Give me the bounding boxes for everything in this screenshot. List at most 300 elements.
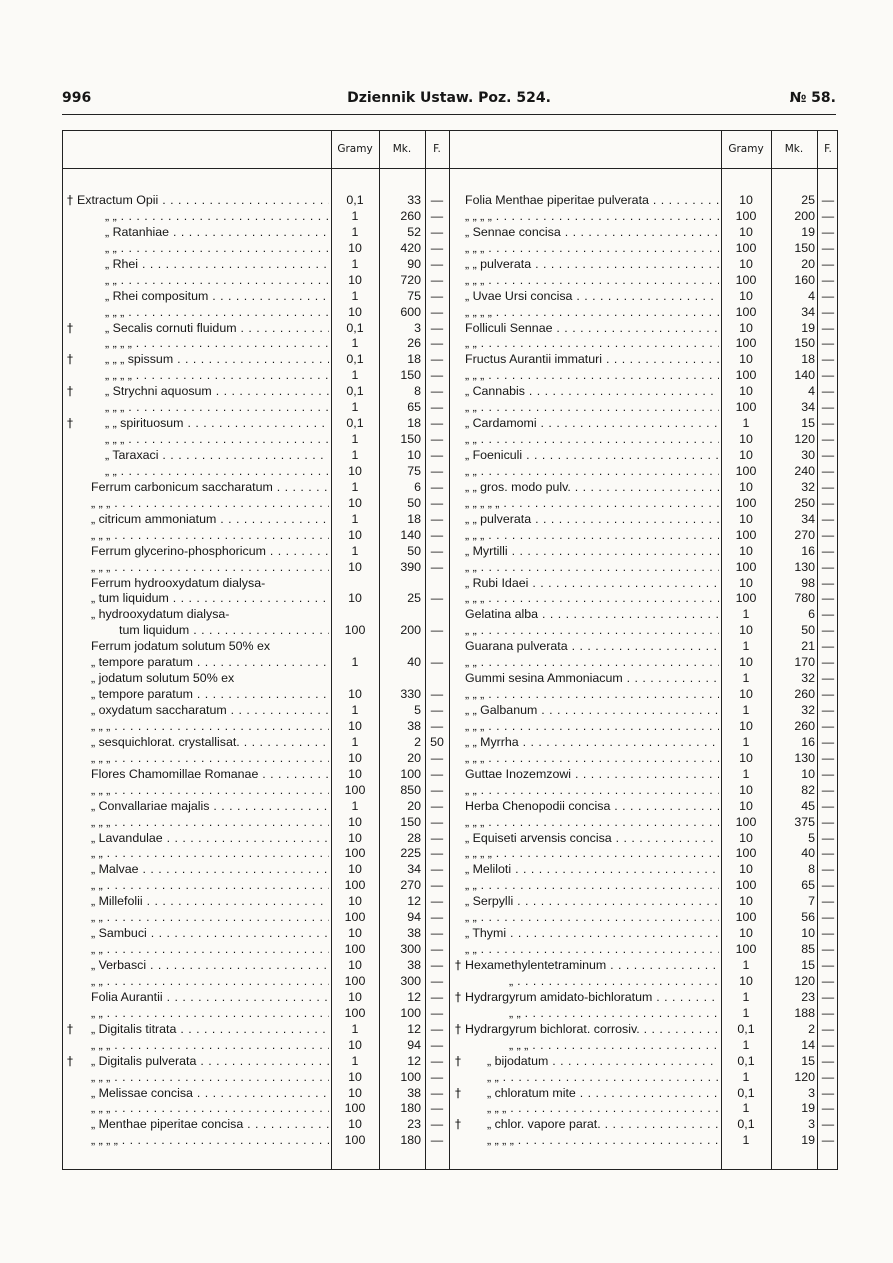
mk-cell: 780 (794, 591, 815, 606)
item-name: „ Sambuci . . . (91, 926, 329, 942)
gramy-cell: 1 (351, 256, 359, 271)
gramy-cell: 10 (348, 750, 362, 765)
item-name: „ „ „ . . . (465, 528, 719, 544)
gramy-cell: 10 (739, 798, 753, 813)
gramy-cell: 1 (742, 958, 750, 972)
f-cell: — (430, 591, 444, 606)
f-cell: — (821, 607, 835, 622)
gramy-cell: 1 (742, 639, 750, 654)
f-cell: — (430, 989, 444, 1004)
mk-cell: 82 (801, 782, 815, 797)
dagger-mark: † (455, 1085, 461, 1100)
gramy-cell: 100 (735, 591, 757, 606)
table-row (63, 512, 837, 528)
item-name: „ oxydatum saccharatum . . . (91, 703, 329, 719)
gramy-cell: 10 (348, 894, 362, 909)
gramy-cell: 10 (739, 288, 753, 303)
table-row (63, 193, 837, 209)
mk-cell: 600 (400, 304, 421, 319)
item-name: „ „ . . . (509, 1006, 719, 1022)
mk-cell: 25 (407, 591, 421, 606)
item-name: „ „ . . . (465, 400, 719, 416)
right-column-body (63, 193, 837, 1149)
table-row (63, 703, 837, 719)
table-row (63, 368, 837, 384)
mk-cell: 100 (400, 766, 421, 781)
gramy-cell: 0,1 (737, 1085, 755, 1100)
table-row (63, 815, 837, 831)
mk-cell: 120 (794, 973, 815, 988)
item-name: „ Serpylli . . . (465, 894, 719, 910)
item-name: „ „ „ . . . (105, 305, 329, 321)
f-cell: — (430, 1085, 444, 1100)
item-name: „ „ „ „ . . . (465, 846, 719, 862)
table-row (63, 799, 837, 815)
item-name: „ „ . . . (91, 942, 329, 958)
table-row (63, 289, 837, 305)
gramy-cell: 100 (735, 559, 757, 574)
mk-cell: 33 (407, 193, 421, 207)
f-cell: — (821, 559, 835, 574)
gramy-cell: 1 (742, 1037, 750, 1052)
item-name: „ „ „ . . . (91, 528, 329, 544)
f-cell: — (430, 463, 444, 478)
item-name: Extractum Opii . . . (77, 193, 329, 209)
item-name: „ Strychni aquosum . . . (105, 384, 329, 400)
gramy-cell: 10 (739, 830, 753, 845)
table-row (63, 209, 837, 225)
gramy-cell: 10 (739, 782, 753, 797)
table-row (63, 448, 837, 464)
f-cell: — (430, 846, 444, 861)
mk-cell: 32 (801, 671, 815, 686)
gramy-cell: 1 (351, 798, 359, 813)
f-cell: — (821, 384, 835, 399)
mk-cell: 6 (808, 607, 815, 622)
f-cell: — (430, 368, 444, 383)
f-cell: — (430, 766, 444, 781)
gramy-cell: 10 (348, 527, 362, 542)
f-cell: — (430, 1117, 444, 1132)
table-row (63, 910, 837, 926)
gramy-cell: 100 (735, 942, 757, 957)
item-name: „ Rubi Idaei . . . (465, 576, 719, 592)
f-cell: — (430, 1005, 444, 1020)
item-name: „ tempore paratum . . . (91, 687, 329, 703)
mk-cell: 15 (801, 416, 815, 431)
item-name: Hydrargyrum bichlorat. corrosiv. . . . (465, 1022, 719, 1038)
gramy-cell: 100 (735, 304, 757, 319)
gramy-cell: 10 (348, 687, 362, 702)
gramy-cell: 1 (742, 416, 750, 431)
mk-cell: 140 (794, 368, 815, 383)
gramy-cell: 1 (351, 1021, 359, 1036)
gramy-cell: 10 (348, 989, 362, 1004)
mk-cell: 225 (400, 846, 421, 861)
f-cell: — (430, 862, 444, 877)
gramy-cell: 1 (351, 400, 359, 415)
table-row (63, 671, 837, 687)
gramy-cell: 1 (351, 1053, 359, 1068)
table-row (63, 352, 837, 368)
f-cell: — (821, 288, 835, 303)
item-name: Ferrum carbonicum saccharatum . . . (91, 480, 329, 496)
item-name: Folia Menthae piperitae pulverata . . . (465, 193, 719, 209)
left-mk-header: Mk. (392, 143, 412, 155)
mk-cell: 40 (801, 846, 815, 861)
gramy-cell: 1 (351, 208, 359, 223)
gramy-cell: 10 (739, 750, 753, 765)
item-name: „ Equiseti arvensis concisa . . . (465, 831, 719, 847)
gramy-cell: 10 (739, 224, 753, 239)
item-name: „ Taraxaci . . . (105, 448, 329, 464)
item-name: „ Convallariae majalis . . . (91, 799, 329, 815)
table-row (63, 1086, 837, 1102)
f-cell: — (430, 782, 444, 797)
item-name: „ Millefolii . . . (91, 894, 329, 910)
gramy-cell: 100 (344, 973, 366, 988)
f-cell: — (430, 416, 444, 431)
table-row (63, 432, 837, 448)
mk-cell: 330 (400, 687, 421, 702)
right-gramy-header: Gramy (728, 143, 764, 155)
gramy-cell: 1 (351, 703, 359, 717)
f-cell: — (821, 910, 835, 925)
mk-cell: 260 (794, 687, 815, 702)
table-row (63, 305, 837, 321)
f-cell: — (821, 256, 835, 271)
item-name: „ Digitalis pulverata . . . (91, 1054, 329, 1070)
item-name: „ „ „ . . . (509, 1038, 719, 1054)
mk-cell: 25 (801, 193, 815, 207)
gramy-cell: 100 (735, 208, 757, 223)
f-cell: — (821, 973, 835, 988)
item-name: Ferrum glycerino-phosphoricum . . . (91, 544, 329, 560)
table-row (63, 639, 837, 655)
gramy-cell: 10 (739, 862, 753, 877)
mk-cell: 94 (407, 910, 421, 925)
table-row (63, 591, 837, 607)
gramy-cell: 10 (739, 894, 753, 909)
mk-cell: 120 (794, 432, 815, 447)
f-cell: — (821, 1069, 835, 1084)
gramy-cell: 100 (344, 910, 366, 925)
mk-cell: 260 (794, 718, 815, 733)
gramy-cell: 10 (348, 495, 362, 510)
mk-cell: 300 (400, 942, 421, 957)
f-cell: — (430, 559, 444, 574)
item-name: „ sesquichlorat. crystallisat. . . . (91, 735, 329, 751)
gramy-cell: 10 (348, 272, 362, 287)
mk-cell: 100 (400, 1069, 421, 1084)
left-gramy-header: Gramy (337, 143, 373, 155)
mk-cell: 390 (400, 559, 421, 574)
table-row (63, 846, 837, 862)
gramy-cell: 100 (344, 846, 366, 861)
table-row (63, 1006, 837, 1022)
item-name: „ „ „ . . . (465, 751, 719, 767)
table-row (63, 1070, 837, 1086)
gramy-cell: 1 (351, 734, 359, 749)
gramy-cell: 10 (348, 559, 362, 574)
dagger-mark: † (455, 1053, 461, 1068)
mk-cell: 34 (407, 862, 421, 877)
table-row (63, 1054, 837, 1070)
table-row (63, 783, 837, 799)
item-name: „ „ . . . (105, 241, 329, 257)
gramy-cell: 0,1 (737, 1053, 755, 1068)
item-name: „ „ „ . . . (91, 1038, 329, 1054)
mk-cell: 50 (801, 623, 815, 638)
mk-cell: 50 (407, 543, 421, 558)
gramy-cell: 1 (742, 1101, 750, 1116)
right-f-header: F. (824, 143, 832, 155)
table-row (63, 464, 837, 480)
item-name: „ „ . . . (105, 209, 329, 225)
mk-cell: 150 (400, 432, 421, 447)
gramy-cell: 0,1 (737, 1021, 755, 1036)
item-name: „ „ . . . (465, 336, 719, 352)
mk-cell: 200 (400, 623, 421, 638)
gramy-cell: 10 (348, 926, 362, 941)
item-name: Ferrum jodatum solutum 50% ex (91, 639, 271, 654)
f-cell: — (821, 1101, 835, 1116)
table-row (63, 1117, 837, 1133)
gramy-cell: 1 (351, 368, 359, 383)
f-cell: — (430, 256, 444, 271)
mk-cell: 28 (407, 830, 421, 845)
item-name: „ „ „ „ . . . (105, 368, 329, 384)
f-cell: — (821, 400, 835, 415)
item-name: „ bijodatum . . . (487, 1054, 719, 1070)
mk-cell: 94 (407, 1037, 421, 1052)
item-name: „ „ „ . . . (487, 1101, 719, 1117)
f-cell: — (430, 830, 444, 845)
f-cell: — (430, 1133, 444, 1148)
table-row (63, 336, 837, 352)
gramy-cell: 1 (742, 607, 750, 622)
table-row (63, 1038, 837, 1054)
table-row (63, 687, 837, 703)
mk-cell: 14 (801, 1037, 815, 1052)
mk-cell: 100 (400, 1005, 421, 1020)
item-name: „ „ „ „ . . . (487, 1133, 719, 1149)
mk-cell: 85 (801, 942, 815, 957)
gramy-cell: 1 (742, 1069, 750, 1084)
mk-cell: 150 (794, 240, 815, 255)
f-cell: — (430, 1037, 444, 1052)
f-cell: — (430, 942, 444, 957)
mk-cell: 10 (407, 448, 421, 462)
item-name: „ „ Myrrha . . . (465, 735, 719, 751)
mk-cell: 3 (414, 320, 421, 335)
f-cell: — (821, 1133, 835, 1148)
mk-cell: 4 (808, 384, 815, 399)
gramy-cell: 1 (351, 432, 359, 447)
item-name: „ „ „ . . . (465, 687, 719, 703)
item-name: „ „ . . . (465, 560, 719, 576)
item-name: „ „ „ . . . (465, 719, 719, 735)
gramy-cell: 10 (348, 591, 362, 606)
item-name: „ „ . . . (91, 1006, 329, 1022)
gramy-cell: 100 (344, 1133, 366, 1148)
item-name: „ tum liquidum . . . (91, 591, 329, 607)
table-row (63, 974, 837, 990)
f-cell: — (821, 703, 835, 717)
f-cell: — (821, 208, 835, 223)
mk-cell: 300 (400, 973, 421, 988)
mk-cell: 19 (801, 224, 815, 239)
gramy-cell: 10 (739, 448, 753, 462)
mk-cell: 38 (407, 926, 421, 941)
page-number: 996 (62, 90, 92, 106)
item-name: „ Melissae concisa . . . (91, 1086, 329, 1102)
item-name: „ „ „ . . . (91, 1070, 329, 1086)
item-name: „ „ . . . (465, 942, 719, 958)
f-cell: — (821, 416, 835, 431)
item-name: „ „ „ . . . (91, 560, 329, 576)
gramy-cell: 0,1 (737, 1117, 755, 1132)
mk-cell: 50 (407, 495, 421, 510)
table-row (63, 496, 837, 512)
mk-cell: 10 (801, 766, 815, 781)
mk-cell: 32 (801, 479, 815, 494)
f-cell: — (430, 352, 444, 367)
f-cell: — (430, 687, 444, 702)
mk-cell: 130 (794, 750, 815, 765)
table-row (63, 560, 837, 576)
item-name: „ „ „ „ . . . (91, 1133, 329, 1149)
f-cell: — (821, 543, 835, 558)
item-name: „ chlor. vapore parat. . . . (487, 1117, 719, 1133)
table-row (63, 225, 837, 241)
f-cell: — (430, 878, 444, 893)
f-cell: — (821, 734, 835, 749)
gramy-cell: 1 (351, 479, 359, 494)
mk-cell: 3 (808, 1117, 815, 1132)
f-cell: — (821, 798, 835, 813)
mk-cell: 52 (407, 224, 421, 239)
mk-cell: 150 (400, 368, 421, 383)
f-cell: — (430, 479, 444, 494)
f-cell: — (821, 463, 835, 478)
mk-cell: 21 (801, 639, 815, 654)
item-name: „ jodatum solutum 50% ex (91, 671, 235, 686)
item-name: „ Myrtilli . . . (465, 544, 719, 560)
table-row (63, 623, 837, 639)
mk-cell: 2 (414, 734, 421, 749)
f-cell: — (430, 193, 444, 207)
item-name: „ „ . . . (487, 1070, 719, 1086)
table-row (63, 400, 837, 416)
item-name: „ . . . (509, 974, 719, 990)
f-cell: — (821, 862, 835, 877)
mk-cell: 26 (407, 336, 421, 351)
item-name: „ „ . . . (465, 432, 719, 448)
table-row (63, 528, 837, 544)
f-cell: — (430, 224, 444, 239)
f-cell: — (821, 1005, 835, 1020)
item-name: Hydrargyrum amidato-bichloratum . . . (465, 990, 719, 1006)
dagger-mark: † (67, 1053, 73, 1068)
mk-cell: 250 (794, 495, 815, 510)
item-name: Herba Chenopodii concisa . . . (465, 799, 719, 815)
mk-cell: 260 (400, 208, 421, 223)
mk-cell: 8 (414, 384, 421, 399)
gramy-cell: 100 (344, 782, 366, 797)
f-cell: — (821, 623, 835, 638)
f-cell: — (821, 1085, 835, 1100)
f-cell: — (430, 1021, 444, 1036)
item-name: „ Menthae piperitae concisa . . . (91, 1117, 329, 1133)
f-cell: — (821, 671, 835, 686)
f-cell: — (430, 655, 444, 670)
gramy-cell: 1 (742, 1005, 750, 1020)
table-row (63, 416, 837, 432)
f-cell: — (821, 750, 835, 765)
mk-cell: 75 (407, 288, 421, 303)
item-name: „ „ „ . . . (465, 273, 719, 289)
mk-cell: 420 (400, 240, 421, 255)
f-cell: — (430, 543, 444, 558)
gramy-cell: 100 (735, 240, 757, 255)
item-name: „ citricum ammoniatum . . . (91, 512, 329, 528)
item-name: Hexamethylentetraminum . . . (465, 958, 719, 974)
gramy-cell: 10 (739, 479, 753, 494)
gramy-cell: 100 (735, 910, 757, 925)
item-name: „ hydrooxydatum dialysa- (91, 607, 230, 622)
mk-cell: 56 (801, 910, 815, 925)
f-cell: — (821, 958, 835, 972)
item-name: „ Ratanhiae . . . (105, 225, 329, 241)
dagger-mark: † (67, 320, 73, 335)
mk-cell: 8 (808, 862, 815, 877)
dagger-mark: † (67, 416, 73, 431)
gramy-cell: 10 (348, 1069, 362, 1084)
mk-cell: 38 (407, 958, 421, 972)
table-row (63, 767, 837, 783)
item-name: „ chloratum mite . . . (487, 1086, 719, 1102)
f-cell: — (821, 1053, 835, 1068)
mk-cell: 180 (400, 1101, 421, 1116)
mk-cell: 150 (794, 336, 815, 351)
gramy-cell: 10 (739, 575, 753, 590)
gramy-cell: 100 (735, 878, 757, 893)
mk-cell: 32 (801, 703, 815, 717)
gramy-cell: 10 (348, 958, 362, 972)
gramy-cell: 1 (742, 734, 750, 749)
item-name: „ „ „ . . . (105, 432, 329, 448)
gramy-cell: 10 (348, 830, 362, 845)
f-cell: — (430, 973, 444, 988)
table-row (63, 480, 837, 496)
item-name: „ „ „ . . . (465, 241, 719, 257)
item-name: „ Thymi . . . (465, 926, 719, 942)
page-header (62, 90, 836, 112)
table-row (63, 544, 837, 560)
gramy-cell: 100 (735, 272, 757, 287)
mk-cell: 12 (407, 894, 421, 909)
table-row (63, 990, 837, 1006)
item-name: „ Meliloti . . . (465, 862, 719, 878)
item-name: Guttae Inozemzowi . . . (465, 767, 719, 783)
mk-cell: 20 (407, 750, 421, 765)
gramy-cell: 10 (739, 926, 753, 941)
mk-cell: 19 (801, 1101, 815, 1116)
mk-cell: 20 (801, 256, 815, 271)
f-cell: — (821, 655, 835, 670)
f-cell: — (430, 910, 444, 925)
